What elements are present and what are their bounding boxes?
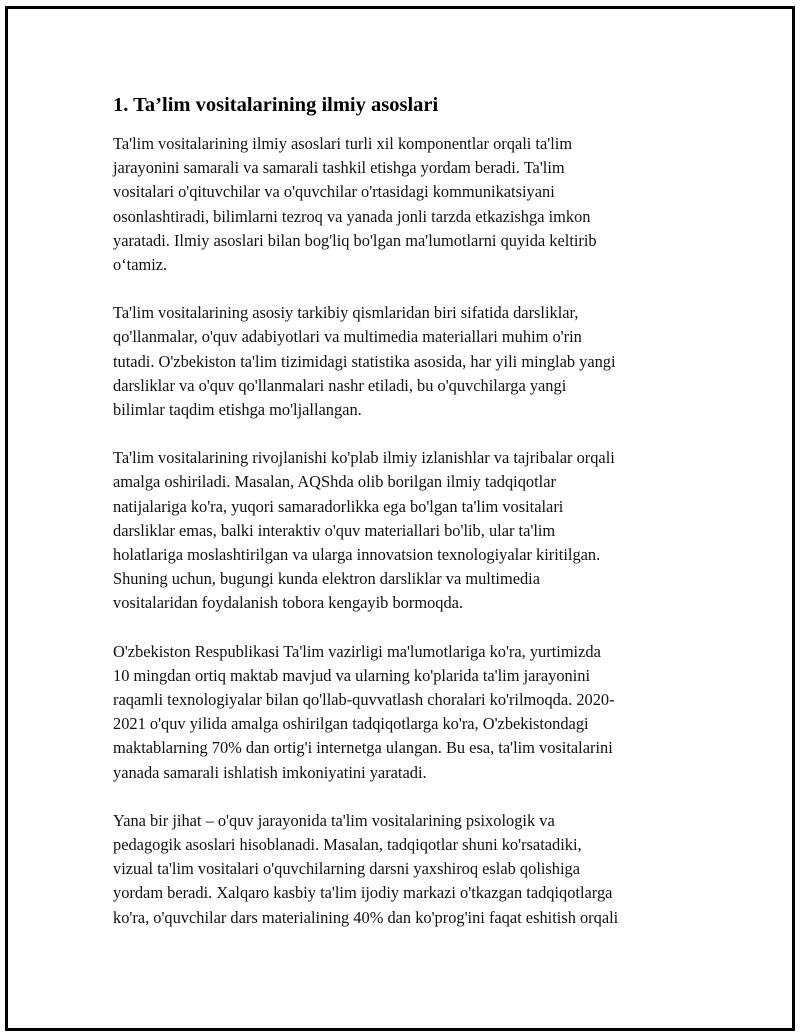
text-line: Shuning uchun, bugungi kunda elektron darsliklar va multimedia: [113, 569, 540, 589]
paragraph-2: [113, 301, 683, 422]
text-line: Ta'lim vositalarining asosiy tarkibiy qismlaridan biri sifatida darsliklar,: [113, 303, 579, 323]
text-line: bilimlar taqdim etishga mo'ljallangan.: [113, 400, 362, 420]
paragraph-1: [113, 132, 683, 277]
text-line: yanada samarali ishlatish imkoniyatini yaratadi.: [113, 762, 427, 782]
paragraph-4: [113, 640, 683, 785]
text-line: raqamli texnologiyalar bilan qo'llab-quvvatlash choralari ko'rilmoqda. 2020-: [113, 690, 615, 710]
text-line: amalga oshiriladi. Masalan, AQShda olib borilgan ilmiy tadqiqotlar: [113, 472, 556, 492]
text-line: O'zbekiston Respublikasi Ta'lim vazirligi ma'lumotlariga ko'ra, yurtimizda: [113, 641, 601, 661]
text-line: vositalaridan foydalanish tobora kengayib bormoqda.: [113, 593, 464, 613]
text-line: Ta'lim vositalarining rivojlanishi ko'plab ilmiy izlanishlar va tajribalar orqali: [113, 448, 615, 468]
text-line: yaratadi. Ilmiy asoslari bilan bog'liq bo'lgan ma'lumotlarni quyida keltirib: [113, 230, 597, 250]
text-line: vositalari o'qituvchilar va o'quvchilar o'rtasidagi kommunikatsiyani: [113, 182, 555, 202]
text-line: osonlashtiradi, bilimlarni tezroq va yanada jonli tarzda etkazishga imkon: [113, 206, 591, 226]
text-line: o‘tamiz.: [113, 255, 168, 275]
paragraph-5: [113, 809, 683, 930]
text-line: jarayonini samarali va samarali tashkil etishga yordam beradi. Ta'lim: [113, 158, 565, 178]
section-heading: 1. Ta’lim vositalarining ilmiy asoslari: [113, 94, 439, 116]
text-line: holatlariga moslashtirilgan va ularga innovatsion texnologiyalar kiritilgan.: [113, 545, 601, 565]
paragraph-3: [113, 446, 683, 615]
text-line: ko'ra, o'quvchilar dars materialining 40% dan ko'prog'ini faqat eshitish orqali: [113, 907, 619, 927]
text-line: darsliklar va o'quv qo'llanmalari nashr etiladi, bu o'quvchilarga yangi: [113, 375, 567, 395]
text-line: Yana bir jihat – o'quv jarayonida ta'lim vositalarining psixologik va: [113, 810, 555, 830]
text-line: tutadi. O'zbekiston ta'lim tizimidagi statistika asosida, har yili minglab yangi: [113, 351, 616, 371]
document-body: [113, 90, 683, 954]
text-line: maktablarning 70% dan ortig'i internetga ulangan. Bu esa, ta'lim vositalarini: [113, 738, 613, 758]
text-line: qo'llanmalar, o'quv adabiyotlari va multimedia materiallari muhim o'rin: [113, 327, 582, 347]
text-line: 2021 o'quv yilida amalga oshirilgan tadqiqotlarga ko'ra, O'zbekistondagi: [113, 714, 589, 734]
text-line: pedagogik asoslari hisoblanadi. Masalan, tadqiqotlar shuni ko'rsatadiki,: [113, 835, 582, 855]
text-line: Ta'lim vositalarining ilmiy asoslari turli xil komponentlar orqali ta'lim: [113, 134, 573, 153]
text-line: vizual ta'lim vositalari o'quvchilarning darsni yaxshiroq eslab qolishiga: [113, 859, 581, 879]
text-line: yordam beradi. Xalqaro kasbiy ta'lim ijodiy markazi o'tkazgan tadqiqotlarga: [113, 883, 613, 903]
text-line: 10 mingdan ortiq maktab mavjud va ularning ko'plarida ta'lim jarayonini: [113, 665, 591, 685]
text-line: darsliklar emas, balki interaktiv o'quv materiallari bo'lib, ular ta'lim: [113, 520, 556, 540]
text-line: natijalariga ko'ra, yuqori samaradorlikka ega bo'lgan ta'lim vositalari: [113, 496, 564, 516]
